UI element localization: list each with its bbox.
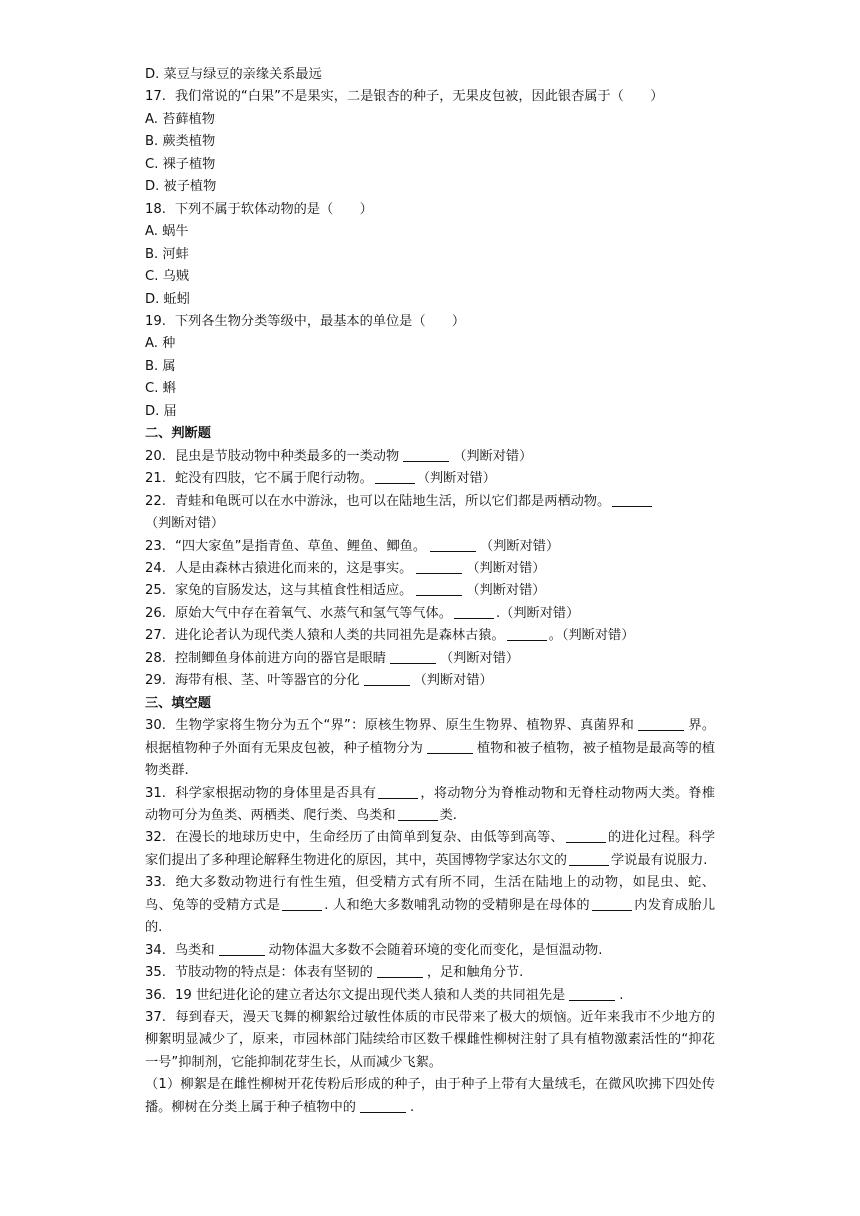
judgement-item-24 <box>145 558 715 580</box>
judgement-item-21 <box>145 468 715 490</box>
question-text: 下列不属于软体动物的是（ ） <box>175 201 373 217</box>
punctuation: 。 <box>548 628 562 644</box>
q18-stem <box>145 199 715 221</box>
q18-option-c: C. 乌贼 <box>145 269 189 285</box>
judgement-tag: （判断对错） <box>466 560 546 576</box>
question-number: 30. <box>145 718 166 734</box>
answer-blank[interactable] <box>390 649 436 664</box>
section-heading-fill-blank: 三、填空题 <box>145 695 211 711</box>
judgement-tag: （判断对错） <box>466 583 546 599</box>
judgement-tag: （判断对错） <box>453 448 533 464</box>
question-text: ，足和触角分节. <box>426 965 524 981</box>
question-text: 类. <box>439 807 457 823</box>
fill-item-36 <box>145 985 715 1007</box>
question-text: 下列各生物分类等级中，最基本的单位是（ ） <box>175 313 466 329</box>
judgement-item-23 <box>145 536 715 558</box>
fill-item-37-sub1 <box>145 1074 715 1119</box>
question-text: （1）柳絮是在雌性柳树开花传粉后形成的种子，由于种子上带有大量绒毛，在微风吹拂下四处传播。柳树在分类上属于种子植物中的 <box>145 1077 715 1115</box>
answer-blank[interactable] <box>219 941 265 956</box>
question-number: 28. <box>145 650 166 666</box>
answer-blank[interactable] <box>403 447 449 462</box>
question-text: ，将动物分为脊椎动物和无脊柱动物两大类。脊椎动物可分为鱼类、两栖类、爬行类、鸟类和 <box>145 785 716 823</box>
question-text: 青蛙和龟既可以在水中游泳，也可以在陆地生活，所以它们都是两栖动物。 <box>175 493 611 509</box>
answer-blank[interactable] <box>569 851 609 866</box>
question-number: 29. <box>145 673 166 689</box>
question-number: 23. <box>145 538 166 554</box>
question-text: . <box>619 987 624 1003</box>
q17-option-b: B. 蕨类植物 <box>145 134 216 150</box>
question-text: 绝大多数动物进行有性生殖，但受精方式有所不同，生活在陆地上的动物，如昆虫、蛇、鸟、兔等的受精方式是 <box>145 875 715 913</box>
question-text: 19 世纪进化论的建立者达尔文提出现代类人猿和人类的共同祖先是 <box>175 987 566 1003</box>
question-text: 进化论者认为现代类人猿和人类的共同祖先是森林古猿。 <box>175 628 505 644</box>
question-text: 在漫长的地球历史中，生命经历了由简单到复杂、由低等到高等、 <box>175 830 564 846</box>
answer-blank[interactable] <box>592 896 632 911</box>
judgement-item-26 <box>145 603 715 625</box>
q16-option-d: D. 菜豆与绿豆的亲缘关系最远 <box>145 67 322 82</box>
question-text: . 人和绝大多数哺乳动物的受精卵是在母体的 <box>324 897 590 913</box>
fill-item-37 <box>145 1007 715 1074</box>
question-number: 25. <box>145 583 166 599</box>
answer-blank[interactable] <box>569 986 615 1001</box>
fill-item-35 <box>145 962 715 984</box>
q19-option-c: C. 蝌 <box>145 381 176 397</box>
q17-option-c: C. 裸子植物 <box>145 156 216 172</box>
question-number: 18. <box>145 201 166 217</box>
answer-blank[interactable] <box>566 828 606 843</box>
q17-option-d: D. 被子植物 <box>145 179 217 195</box>
answer-blank[interactable] <box>416 559 462 574</box>
question-number: 24. <box>145 560 166 576</box>
judgement-tag: （判断对错） <box>416 471 496 487</box>
question-text: 节肢动物的特点是：体表有坚韧的 <box>175 965 373 981</box>
q19-option-d: D. 届 <box>145 403 177 419</box>
q17-option-a: A. 苔藓植物 <box>145 111 215 127</box>
question-number: 21. <box>145 471 166 487</box>
fill-item-33 <box>145 872 715 939</box>
judgement-item-29 <box>145 670 715 692</box>
fill-item-31 <box>145 783 715 828</box>
judgement-tag: （判断对错） <box>145 516 225 532</box>
answer-blank[interactable] <box>430 537 476 552</box>
section-heading-judgement: 二、判断题 <box>145 426 211 442</box>
question-text: 蛇没有四肢，它不属于爬行动物。 <box>175 471 373 487</box>
judgement-item-22 <box>145 491 715 513</box>
answer-blank[interactable] <box>378 784 418 799</box>
answer-blank[interactable] <box>364 671 410 686</box>
answer-blank[interactable] <box>360 1098 406 1113</box>
judgement-item-25 <box>145 580 715 602</box>
question-number: 37. <box>145 1010 166 1026</box>
question-number: 34. <box>145 942 166 958</box>
question-text: 昆虫是节肢动物中种类最多的一类动物 <box>175 448 400 464</box>
answer-blank[interactable] <box>282 896 322 911</box>
q19-stem <box>145 311 715 333</box>
answer-blank[interactable] <box>427 739 473 754</box>
q18-option-b: B. 河蚌 <box>145 246 189 262</box>
exam-page <box>145 64 715 1119</box>
answer-blank[interactable] <box>416 581 462 596</box>
question-text: 的进化过程。科学家们提出了多种理论解释生物进化的原因，其中，英国博物学家达尔文的 <box>145 830 716 868</box>
question-text: 生物学家将生物分为五个“界”：原核生物界、原生生物界、植物界、真菌界和 <box>175 718 635 734</box>
question-text: 家兔的盲肠发达，这与其植食性相适应。 <box>175 583 413 599</box>
answer-blank[interactable] <box>375 469 415 484</box>
question-text: 海带有根、茎、叶等器官的分化 <box>175 673 360 689</box>
question-text: 内发育成胎儿的. <box>145 897 716 936</box>
judgement-tag: （判断对错） <box>500 605 580 621</box>
fill-item-32 <box>145 827 715 872</box>
question-number: 27. <box>145 628 166 644</box>
q17-stem <box>145 86 715 108</box>
fill-item-34 <box>145 940 715 962</box>
question-number: 20. <box>145 448 166 464</box>
question-number: 35. <box>145 965 166 981</box>
question-text: 科学家根据动物的身体里是否具有 <box>175 785 377 801</box>
answer-blank[interactable] <box>377 963 423 978</box>
question-text: 植物和被子植物，被子植物是最高等的植物类群. <box>145 740 716 779</box>
question-number: 26. <box>145 605 166 621</box>
judgement-tag: （判断对错） <box>413 673 493 689</box>
question-number: 32. <box>145 830 166 846</box>
question-text: 学说最有说服力. <box>611 852 708 868</box>
judgement-item-27 <box>145 625 715 647</box>
answer-blank[interactable] <box>638 716 684 731</box>
question-text: “四大家鱼”是指青鱼、草鱼、鲤鱼、鲫鱼。 <box>175 538 427 554</box>
question-text: 动物体温大多数不会随着环境的变化而变化，是恒温动物. <box>268 942 603 958</box>
question-text: 人是由森林古猿进化而来的，这是事实。 <box>175 560 413 576</box>
question-text: 控制鲫鱼身体前进方向的器官是眼睛 <box>175 650 386 666</box>
question-text: 原始大气中存在着氧气、水蒸气和氢气等气体。 <box>175 605 452 621</box>
punctuation: . <box>495 605 501 621</box>
answer-blank[interactable] <box>507 626 547 641</box>
question-text: 每到春天，漫天飞舞的柳絮给过敏性体质的市民带来了极大的烦恼。近年来我市不少地方的柳絮明显减少了，原来，市园林部门陆续给市区数千棵雌性柳树注射了具有植物激素活性的“抑花一号”抑制剂，它能抑制花芽生长，从而减少飞絮。 <box>145 1010 715 1070</box>
q18-option-d: D. 蚯蚓 <box>145 291 190 307</box>
question-number: 33. <box>145 875 166 891</box>
question-text: 鸟类和 <box>175 942 215 958</box>
fill-item-30 <box>145 715 715 782</box>
answer-blank[interactable] <box>612 492 652 507</box>
question-number: 22. <box>145 493 166 509</box>
judgement-item-20 <box>145 446 715 468</box>
q19-option-b: B. 属 <box>145 358 176 374</box>
answer-blank[interactable] <box>398 806 438 821</box>
answer-blank[interactable] <box>454 604 494 619</box>
judgement-item-28 <box>145 648 715 670</box>
q19-option-a: A. 种 <box>145 336 176 352</box>
judgement-tag: （判断对错） <box>480 538 560 554</box>
question-text: 我们常说的“白果”不是果实，二是银杏的种子，无果皮包被，因此银杏属于（ ） <box>175 89 664 105</box>
question-number: 36. <box>145 987 166 1003</box>
punctuation: . <box>410 1099 415 1115</box>
judgement-tag: （判断对错） <box>561 628 635 644</box>
question-number: 31. <box>145 785 166 801</box>
judgement-item-22-tag <box>145 513 715 535</box>
question-number: 17. <box>145 89 166 105</box>
question-number: 19. <box>145 313 166 329</box>
question-text: 界。根据植物种子外面有无果皮包被，种子植物分为 <box>145 718 716 756</box>
q18-option-a: A. 蜗牛 <box>145 224 189 240</box>
judgement-tag: （判断对错） <box>440 650 520 666</box>
